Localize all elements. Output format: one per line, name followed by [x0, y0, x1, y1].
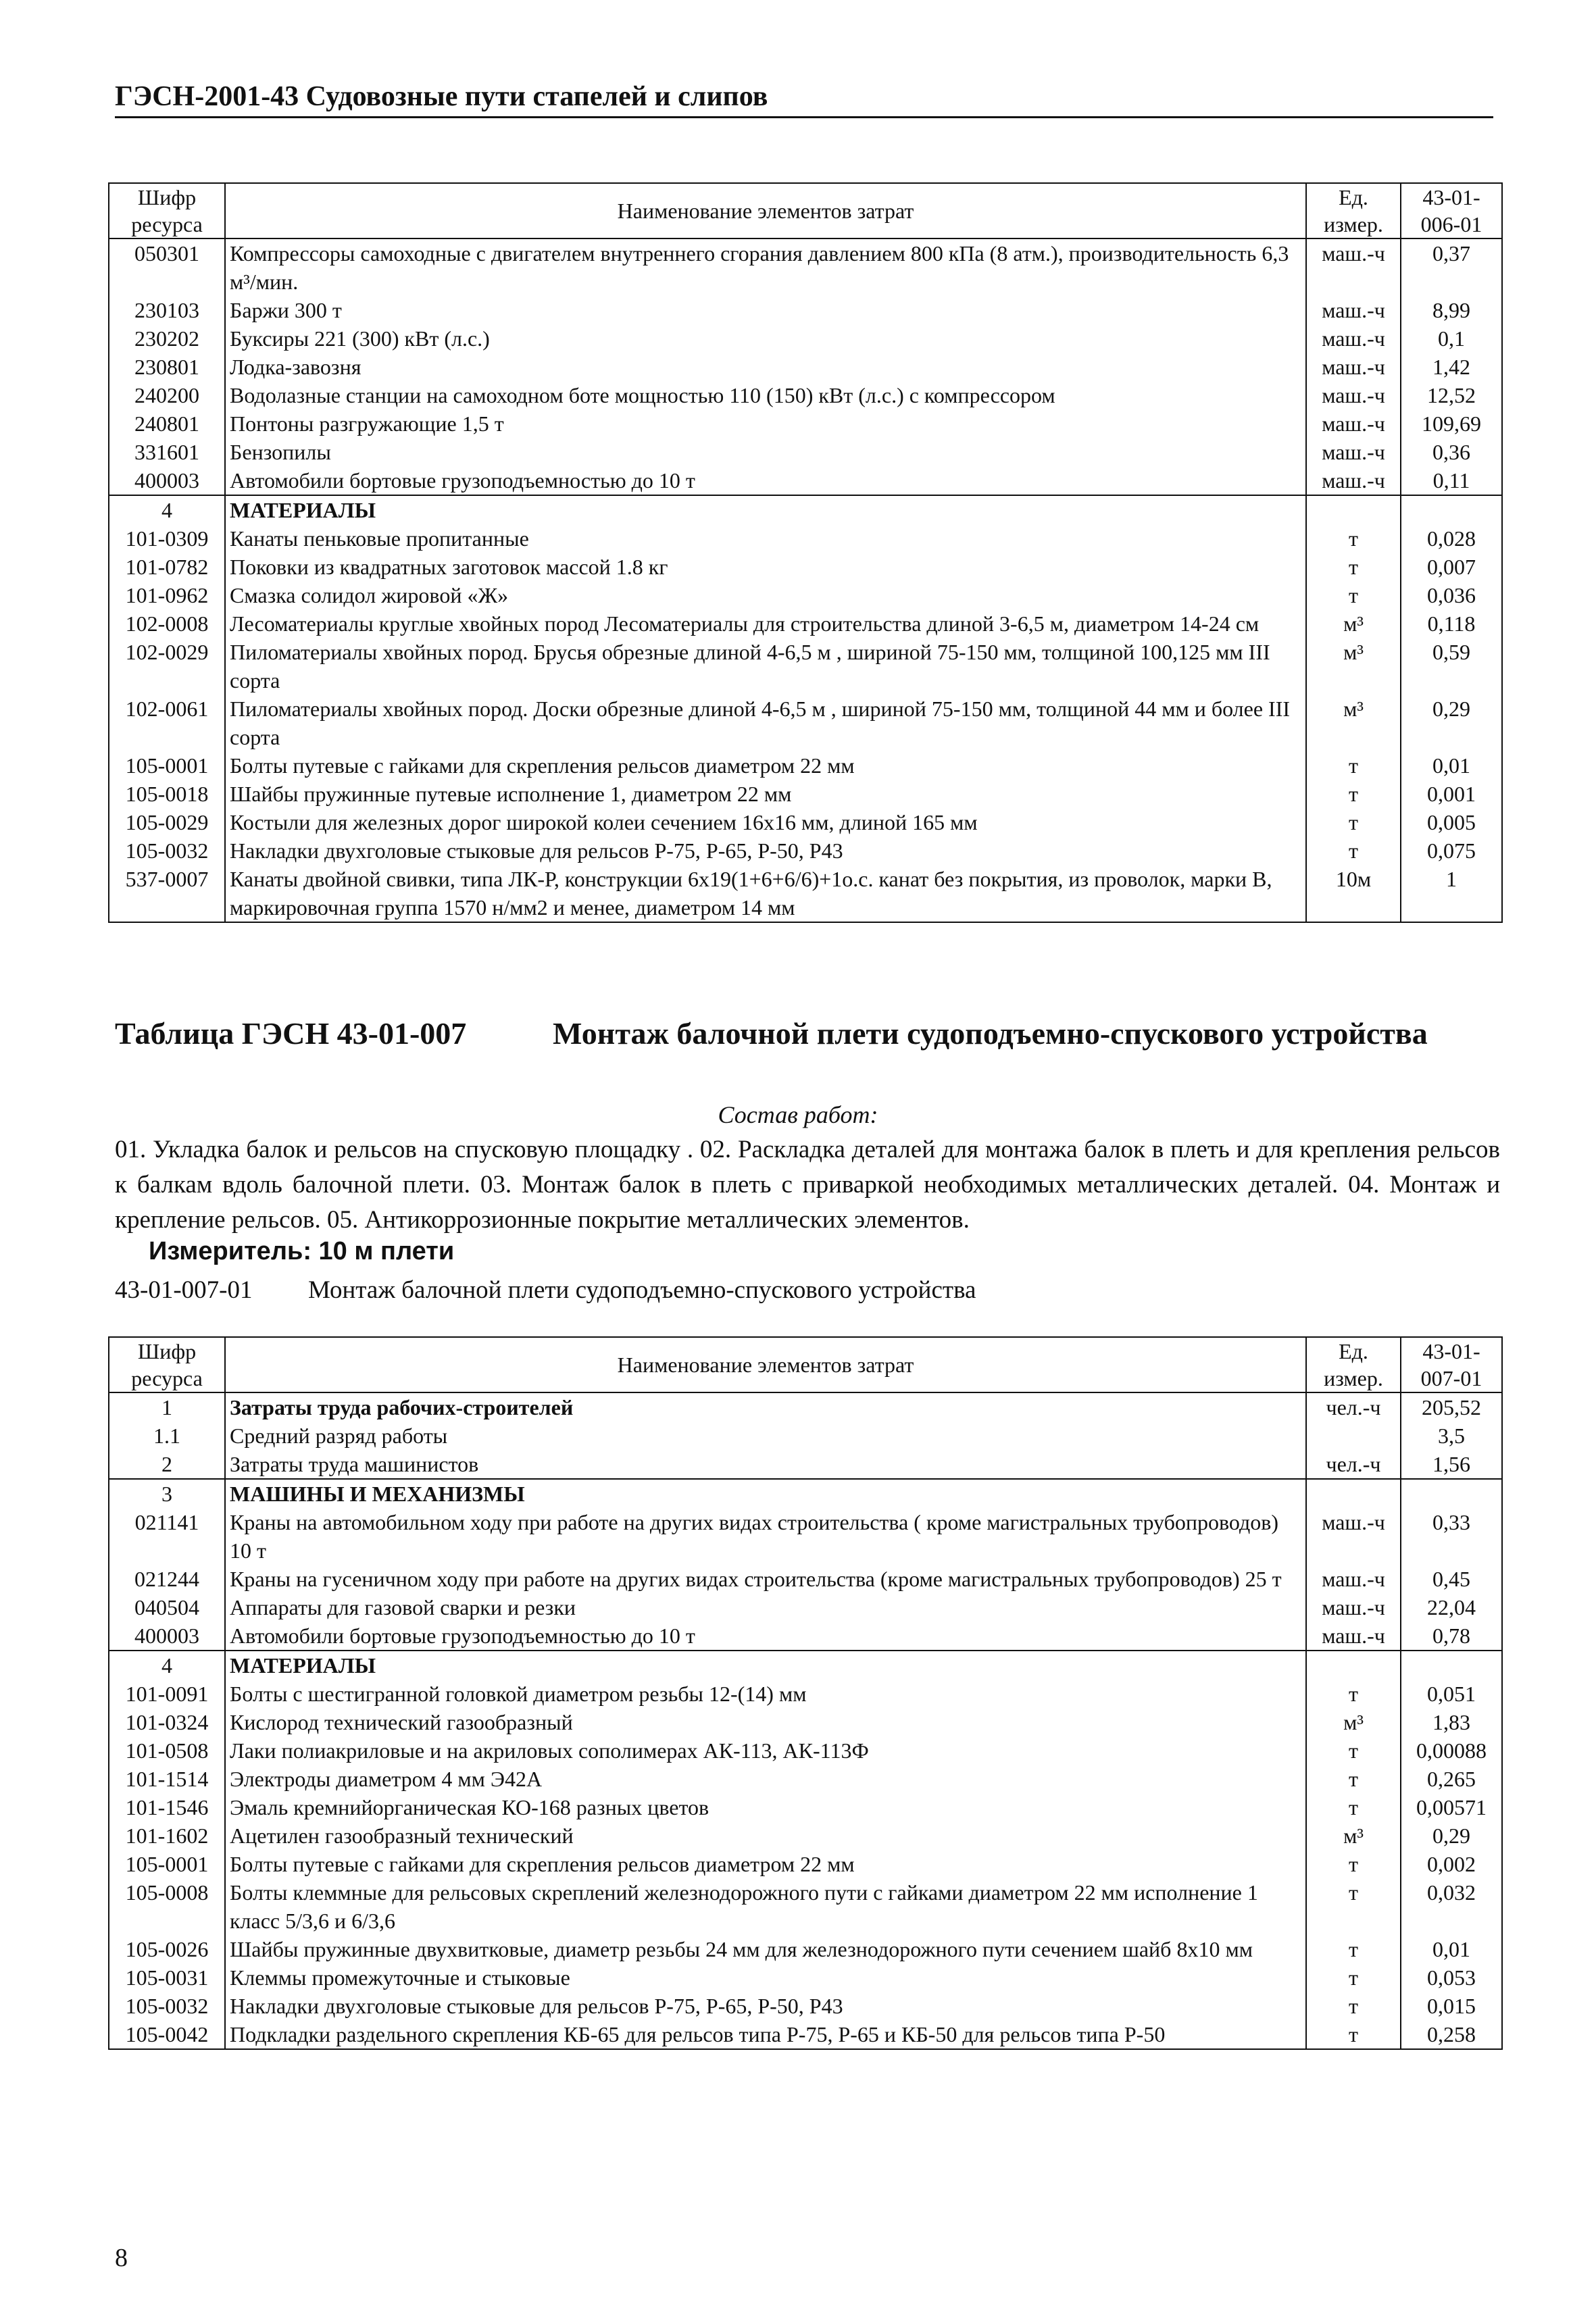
table-row [109, 324, 1502, 353]
cell-value: 0,00088 [1401, 1736, 1502, 1765]
cell-name: Болты путевые с гайками для скрепления рельсов диаметром 22 мм [225, 1850, 1306, 1878]
cell-value: 0,036 [1401, 581, 1502, 609]
cell-code: 102-0008 [109, 609, 225, 638]
table-row [109, 1992, 1502, 2020]
cell-unit: т [1306, 808, 1401, 836]
table-row [109, 780, 1502, 808]
cell-code: 101-0962 [109, 581, 225, 609]
col-header-code: Шифр ресурса [109, 183, 225, 238]
norm-title: Монтаж балочной плети судоподъемно-спускового устройства [308, 1276, 976, 1304]
cell-value: 0,002 [1401, 1850, 1502, 1878]
table-row [109, 238, 1502, 296]
table-row [109, 609, 1502, 638]
cell-name: Болты клеммные для рельсовых скреплений железнодорожного пути с гайками диаметром 22 мм исполнение 1 класс 5/3,6 и 6/3,6 [225, 1878, 1306, 1935]
cell-unit: т [1306, 1850, 1401, 1878]
cell-unit: т [1306, 581, 1401, 609]
table-row [109, 1708, 1502, 1736]
cell-code: 331601 [109, 438, 225, 466]
cell-unit: т [1306, 836, 1401, 865]
cell-name: Канаты пеньковые пропитанные [225, 524, 1306, 553]
cell-unit: маш.-ч [1306, 438, 1401, 466]
cell-code: 102-0029 [109, 638, 225, 695]
cell-code: 105-0029 [109, 808, 225, 836]
cell-name: Поковки из квадратных заготовок массой 1.8 кг [225, 553, 1306, 581]
cell-value: 0,028 [1401, 524, 1502, 553]
cell-unit: т [1306, 524, 1401, 553]
cell-value: 0,37 [1401, 238, 1502, 296]
cell-code: 105-0001 [109, 1850, 225, 1878]
cell-name: Компрессоры самоходные с двигателем внутреннего сгорания давлением 800 кПа (8 атм.), производительность 6,3 м³/мин. [225, 238, 1306, 296]
cell-code: 105-0018 [109, 780, 225, 808]
cell-name: Смазка солидол жировой «Ж» [225, 581, 1306, 609]
meter-label: Измеритель: 10 м плети [149, 1237, 455, 1265]
cell-value: 1,42 [1401, 353, 1502, 381]
cell-name: Баржи 300 т [225, 296, 1306, 324]
cell-value: 0,36 [1401, 438, 1502, 466]
table-row [109, 353, 1502, 381]
table-row [109, 638, 1502, 695]
cell-code: 230202 [109, 324, 225, 353]
cell-unit [1306, 1651, 1401, 1680]
cell-unit: т [1306, 1963, 1401, 1992]
table-row [109, 495, 1502, 524]
col-header-norm: 43-01-007-01 [1401, 1337, 1502, 1392]
table-row [109, 808, 1502, 836]
works-description: 01. Укладка балок и рельсов на спусковую площадку . 02. Раскладка деталей для монтажа балок в плеть и для крепления рельсов к балкам вдоль балочной плети. 03. Монтаж балок в плеть с приваркой необходимых металлических деталей. 04. Монтаж и крепление рельсов. 05. Антикоррозионные покрытие металлических элементов. [115, 1136, 1500, 1234]
table-row [109, 524, 1502, 553]
cell-name: Клеммы промежуточные и стыковые [225, 1963, 1306, 1992]
cell-value: 205,52 [1401, 1392, 1502, 1422]
cell-code: 105-0031 [109, 1963, 225, 1992]
cell-name: Лесоматериалы круглые хвойных пород Лесоматериалы для строительства длиной 3-6,5 м, диаметром 14-24 см [225, 609, 1306, 638]
cell-value: 0,118 [1401, 609, 1502, 638]
cell-code: 105-0008 [109, 1878, 225, 1935]
cell-code: 105-0001 [109, 751, 225, 780]
table-row [109, 409, 1502, 438]
cell-unit: маш.-ч [1306, 353, 1401, 381]
cell-name: Водолазные станции на самоходном боте мощностью 110 (150) кВт (л.с.) с компрессором [225, 381, 1306, 409]
cell-unit: т [1306, 1765, 1401, 1793]
cell-value: 0,33 [1401, 1508, 1502, 1565]
cell-name: Шайбы пружинные двухвитковые, диаметр резьбы 24 мм для железнодорожного пути сечением шайб 8х10 мм [225, 1935, 1306, 1963]
cell-code: 2 [109, 1450, 225, 1479]
cell-value: 0,258 [1401, 2020, 1502, 2049]
cell-unit: маш.-ч [1306, 409, 1401, 438]
table-row [109, 438, 1502, 466]
cell-value: 8,99 [1401, 296, 1502, 324]
table-row [109, 1935, 1502, 1963]
cell-value: 0,29 [1401, 695, 1502, 751]
cell-unit: 10м [1306, 865, 1401, 922]
cell-unit: м³ [1306, 609, 1401, 638]
cell-name: Канаты двойной свивки, типа ЛК-Р, конструкции 6х19(1+6+6/6)+1о.с. канат без покрытия, из проволок, марки В, маркировочная группа 1570 н/мм2 и менее, диаметром 14 мм [225, 865, 1306, 922]
cell-code: 537-0007 [109, 865, 225, 922]
cell-name: Электроды диаметром 4 мм Э42А [225, 1765, 1306, 1793]
table-row [109, 1850, 1502, 1878]
cell-name: МАТЕРИАЛЫ [225, 1651, 1306, 1680]
cell-code: 101-0091 [109, 1680, 225, 1708]
table-row [109, 1422, 1502, 1450]
table-row [109, 553, 1502, 581]
table-row [109, 581, 1502, 609]
cell-name: Затраты труда рабочих-строителей [225, 1392, 1306, 1422]
table-row [109, 865, 1502, 922]
cell-name: Понтоны разгружающие 1,5 т [225, 409, 1306, 438]
cell-value: 0,00571 [1401, 1793, 1502, 1821]
cell-unit: маш.-ч [1306, 381, 1401, 409]
cell-value: 0,053 [1401, 1963, 1502, 1992]
cell-code: 105-0026 [109, 1935, 225, 1963]
cell-unit [1306, 495, 1401, 524]
cell-code: 021244 [109, 1565, 225, 1593]
cell-name: Ацетилен газообразный технический [225, 1821, 1306, 1850]
table-row [109, 2020, 1502, 2049]
col-header-name: Наименование элементов затрат [225, 183, 1306, 238]
col-header-name: Наименование элементов затрат [225, 1337, 1306, 1392]
page-number: 8 [115, 2244, 128, 2272]
cell-unit: т [1306, 553, 1401, 581]
table-row [109, 1793, 1502, 1821]
cell-code: 101-0324 [109, 1708, 225, 1736]
table-row [109, 1593, 1502, 1621]
resource-table-body [109, 238, 1502, 922]
page-header: ГЭСН-2001-43 Судовозные пути стапелей и слипов [115, 80, 1493, 118]
cell-unit [1306, 1422, 1401, 1450]
cell-code: 021141 [109, 1508, 225, 1565]
cell-value: 0,78 [1401, 1621, 1502, 1651]
cell-value: 0,005 [1401, 808, 1502, 836]
cell-unit: м³ [1306, 638, 1401, 695]
cell-name: Автомобили бортовые грузоподъемностью до 10 т [225, 466, 1306, 495]
cell-value: 3,5 [1401, 1422, 1502, 1450]
cell-unit: маш.-ч [1306, 238, 1401, 296]
cell-value: 0,032 [1401, 1878, 1502, 1935]
cell-code: 105-0032 [109, 836, 225, 865]
table-row [109, 1680, 1502, 1708]
cell-name: Эмаль кремнийорганическая КО-168 разных цветов [225, 1793, 1306, 1821]
table-header-row [109, 183, 1502, 238]
cell-code: 101-1514 [109, 1765, 225, 1793]
cell-code: 101-0508 [109, 1736, 225, 1765]
table-row [109, 1736, 1502, 1765]
cell-code: 400003 [109, 466, 225, 495]
cell-code: 102-0061 [109, 695, 225, 751]
table-row [109, 1821, 1502, 1850]
cell-unit: т [1306, 1992, 1401, 2020]
cell-name: МАТЕРИАЛЫ [225, 495, 1306, 524]
cell-value [1401, 1651, 1502, 1680]
cell-unit: маш.-ч [1306, 1621, 1401, 1651]
cell-name: Буксиры 221 (300) кВт (л.с.) [225, 324, 1306, 353]
cell-unit: маш.-ч [1306, 296, 1401, 324]
table-row [109, 1565, 1502, 1593]
table-title: Монтаж балочной плети судоподъемно-спускового устройства [553, 1016, 1428, 1051]
cell-value: 0,075 [1401, 836, 1502, 865]
cell-code: 400003 [109, 1621, 225, 1651]
table-row [109, 1479, 1502, 1508]
cell-name: МАШИНЫ И МЕХАНИЗМЫ [225, 1479, 1306, 1508]
cell-value: 22,04 [1401, 1593, 1502, 1621]
cell-code: 101-0782 [109, 553, 225, 581]
cell-name: Затраты труда машинистов [225, 1450, 1306, 1479]
cell-code: 101-1546 [109, 1793, 225, 1821]
table-row [109, 1651, 1502, 1680]
cell-code: 4 [109, 495, 225, 524]
works-label: Состав работ: [718, 1101, 878, 1128]
cell-unit: т [1306, 1680, 1401, 1708]
cell-name: Лодка-завозня [225, 353, 1306, 381]
cell-value: 0,01 [1401, 751, 1502, 780]
cell-code: 105-0042 [109, 2020, 225, 2049]
cell-unit: чел.-ч [1306, 1450, 1401, 1479]
cell-name: Аппараты для газовой сварки и резки [225, 1593, 1306, 1621]
cell-code: 105-0032 [109, 1992, 225, 2020]
cell-value: 0,11 [1401, 466, 1502, 495]
cell-value: 0,015 [1401, 1992, 1502, 2020]
cell-code: 4 [109, 1651, 225, 1680]
cell-code: 3 [109, 1479, 225, 1508]
cell-unit: маш.-ч [1306, 466, 1401, 495]
table-row [109, 296, 1502, 324]
cell-name: Пиломатериалы хвойных пород. Брусья обрезные длиной 4-6,5 м , шириной 75-150 мм, толщиной 100,125 мм III сорта [225, 638, 1306, 695]
cell-name: Бензопилы [225, 438, 1306, 466]
table-row [109, 1765, 1502, 1793]
cell-unit: маш.-ч [1306, 324, 1401, 353]
table-row [109, 1508, 1502, 1565]
table-row [109, 1878, 1502, 1935]
col-header-unit: Ед. измер. [1306, 1337, 1401, 1392]
cell-value: 0,59 [1401, 638, 1502, 695]
cell-unit: т [1306, 1878, 1401, 1935]
cell-name: Пиломатериалы хвойных пород. Доски обрезные длиной 4-6,5 м , шириной 75-150 мм, толщиной 44 мм и более III сорта [225, 695, 1306, 751]
cell-code: 101-0309 [109, 524, 225, 553]
table-header-row [109, 1337, 1502, 1392]
cell-code: 1 [109, 1392, 225, 1422]
cell-unit: чел.-ч [1306, 1392, 1401, 1422]
cell-unit: маш.-ч [1306, 1593, 1401, 1621]
cell-value: 0,45 [1401, 1565, 1502, 1593]
table-row [109, 1621, 1502, 1651]
cell-value: 0,01 [1401, 1935, 1502, 1963]
cell-name: Средний разряд работы [225, 1422, 1306, 1450]
table-row [109, 1392, 1502, 1422]
col-header-norm: 43-01-006-01 [1401, 183, 1502, 238]
cell-name: Накладки двухголовые стыковые для рельсов Р-75, Р-65, Р-50, Р43 [225, 836, 1306, 865]
table-row [109, 1450, 1502, 1479]
cell-name: Накладки двухголовые стыковые для рельсов Р-75, Р-65, Р-50, Р43 [225, 1992, 1306, 2020]
col-header-code: Шифр ресурса [109, 1337, 225, 1392]
cell-value: 12,52 [1401, 381, 1502, 409]
table-id: Таблица ГЭСН 43-01-007 [115, 1016, 467, 1051]
cell-value: 1,83 [1401, 1708, 1502, 1736]
cell-unit: м³ [1306, 695, 1401, 751]
cell-unit: т [1306, 2020, 1401, 2049]
cell-code: 240200 [109, 381, 225, 409]
cell-code: 050301 [109, 238, 225, 296]
table-row [109, 466, 1502, 495]
cell-name: Шайбы пружинные путевые исполнение 1, диаметром 22 мм [225, 780, 1306, 808]
norm-code: 43-01-007-01 [115, 1276, 253, 1304]
cell-unit: м³ [1306, 1708, 1401, 1736]
cell-value [1401, 495, 1502, 524]
cell-code: 230801 [109, 353, 225, 381]
cell-value: 0,007 [1401, 553, 1502, 581]
cell-name: Краны на автомобильном ходу при работе на других видах строительства ( кроме магистральных трубопроводов) 10 т [225, 1508, 1306, 1565]
cell-value: 1,56 [1401, 1450, 1502, 1479]
col-header-unit: Ед. измер. [1306, 183, 1401, 238]
cell-value [1401, 1479, 1502, 1508]
cell-unit: т [1306, 1935, 1401, 1963]
resource-table-007 [108, 1336, 1503, 2050]
cell-name: Краны на гусеничном ходу при работе на других видах строительства (кроме магистральных трубопроводов) 25 т [225, 1565, 1306, 1593]
cell-name: Кислород технический газообразный [225, 1708, 1306, 1736]
table-row [109, 751, 1502, 780]
cell-unit [1306, 1479, 1401, 1508]
cell-value: 0,051 [1401, 1680, 1502, 1708]
cell-value: 0,29 [1401, 1821, 1502, 1850]
cell-name: Костыли для железных дорог широкой колеи сечением 16х16 мм, длиной 165 мм [225, 808, 1306, 836]
cell-name: Болты путевые с гайками для скрепления рельсов диаметром 22 мм [225, 751, 1306, 780]
cell-value: 0,1 [1401, 324, 1502, 353]
table-row [109, 695, 1502, 751]
cell-value: 0,001 [1401, 780, 1502, 808]
cell-value: 1 [1401, 865, 1502, 922]
table-row [109, 381, 1502, 409]
table-row [109, 836, 1502, 865]
cell-unit: т [1306, 1736, 1401, 1765]
cell-unit: м³ [1306, 1821, 1401, 1850]
cell-name: Болты с шестигранной головкой диаметром резьбы 12-(14) мм [225, 1680, 1306, 1708]
cell-code: 040504 [109, 1593, 225, 1621]
cell-unit: маш.-ч [1306, 1508, 1401, 1565]
cell-value: 109,69 [1401, 409, 1502, 438]
cell-code: 1.1 [109, 1422, 225, 1450]
cell-code: 230103 [109, 296, 225, 324]
cell-name: Подкладки раздельного скрепления КБ-65 для рельсов типа Р-75, Р-65 и КБ-50 для рельсов типа Р-50 [225, 2020, 1306, 2049]
cell-unit: т [1306, 751, 1401, 780]
cell-name: Лаки полиакриловые и на акриловых сополимерах АК-113, АК-113Ф [225, 1736, 1306, 1765]
resource-table-006 [108, 182, 1503, 923]
cell-value: 0,265 [1401, 1765, 1502, 1793]
cell-code: 240801 [109, 409, 225, 438]
resource-table-body [109, 1392, 1502, 2049]
cell-unit: т [1306, 1793, 1401, 1821]
table-row [109, 1963, 1502, 1992]
cell-unit: маш.-ч [1306, 1565, 1401, 1593]
cell-unit: т [1306, 780, 1401, 808]
cell-name: Автомобили бортовые грузоподъемностью до 10 т [225, 1621, 1306, 1651]
cell-code: 101-1602 [109, 1821, 225, 1850]
